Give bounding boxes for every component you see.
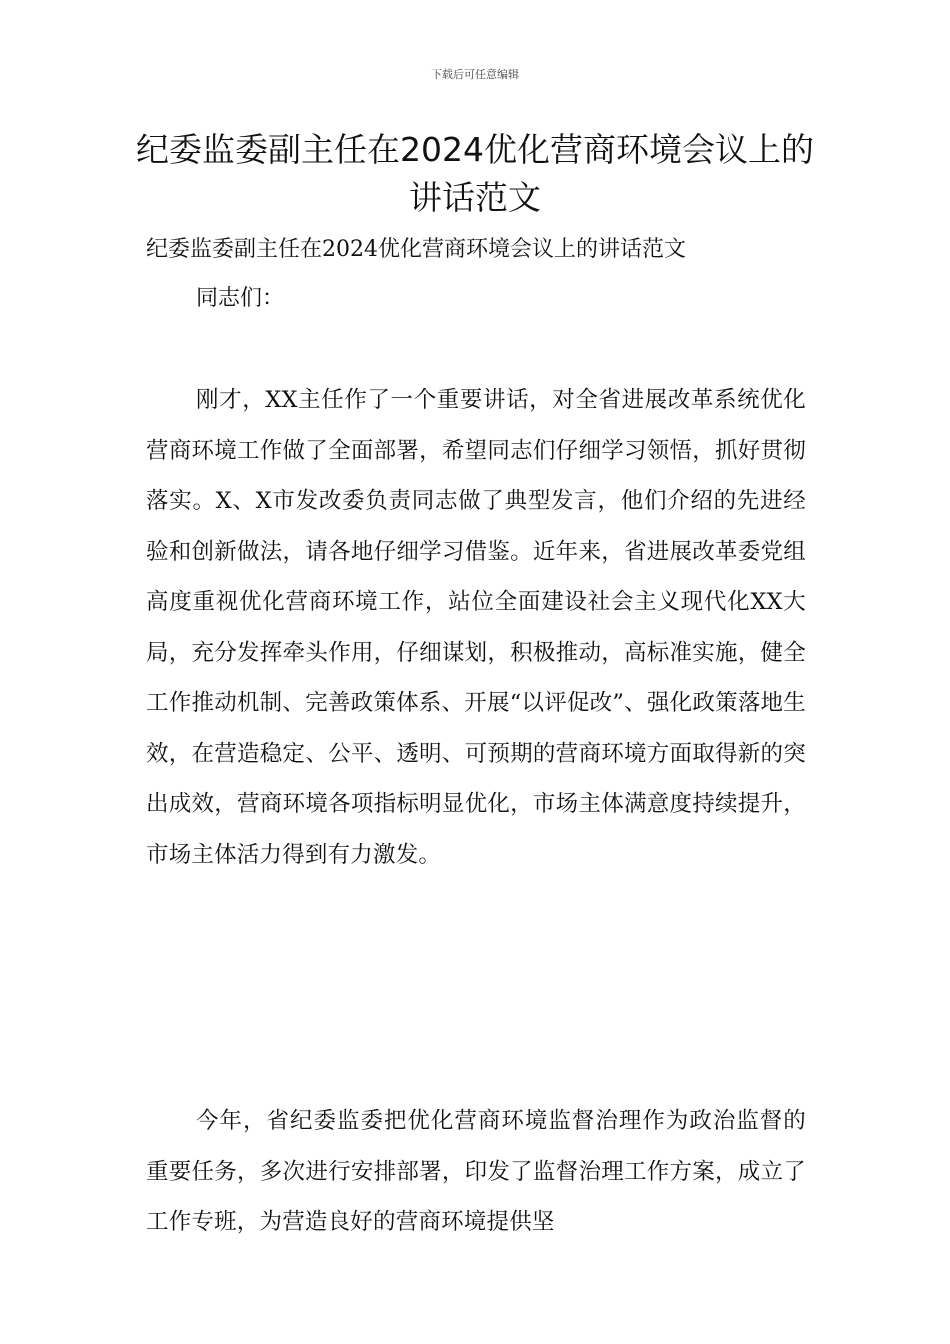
salutation: 同志们：: [196, 286, 285, 311]
document-title: 纪委监委副主任在2024优化营商环境会议上的讲话范文: [136, 130, 814, 217]
header-note: 下载后可任意编辑: [431, 68, 519, 81]
document-subtitle: 纪委监委副主任在2024优化营商环境会议上的讲话范文: [146, 237, 686, 262]
body-paragraph: 今年，省纪委监委把优化营商环境监督治理作为政治监督的重要任务，多次进行安排部署，印发了监督治理工作方案，成立了工作专班，为营造良好的营商环境提供坚: [146, 1108, 806, 1235]
body-paragraph: 刚才，XX主任作了一个重要讲话，对全省进展改革系统优化营商环境工作做了全面部署，希望同志们仔细学习领悟，抓好贯彻落实。X、X市发改委负责同志做了典型发言，他们介绍的先进经验和创新做法，请各地仔细学习借鉴。近年来，省进展改革委党组高度重视优化营商环境工作，站位全面建设社会主义现代化XX大局，充分发挥牵头作用，仔细谋划，积极推动，高标准实施，健全工作推动机制、完善政策体系、开展“以评促改”、强化政策落地生效，在营造稳定、公平、透明、可预期的营商环境方面取得新的突出成效，营商环境各项指标明显优化，市场主体满意度持续提升，市场主体活力得到有力激发。: [146, 387, 806, 868]
